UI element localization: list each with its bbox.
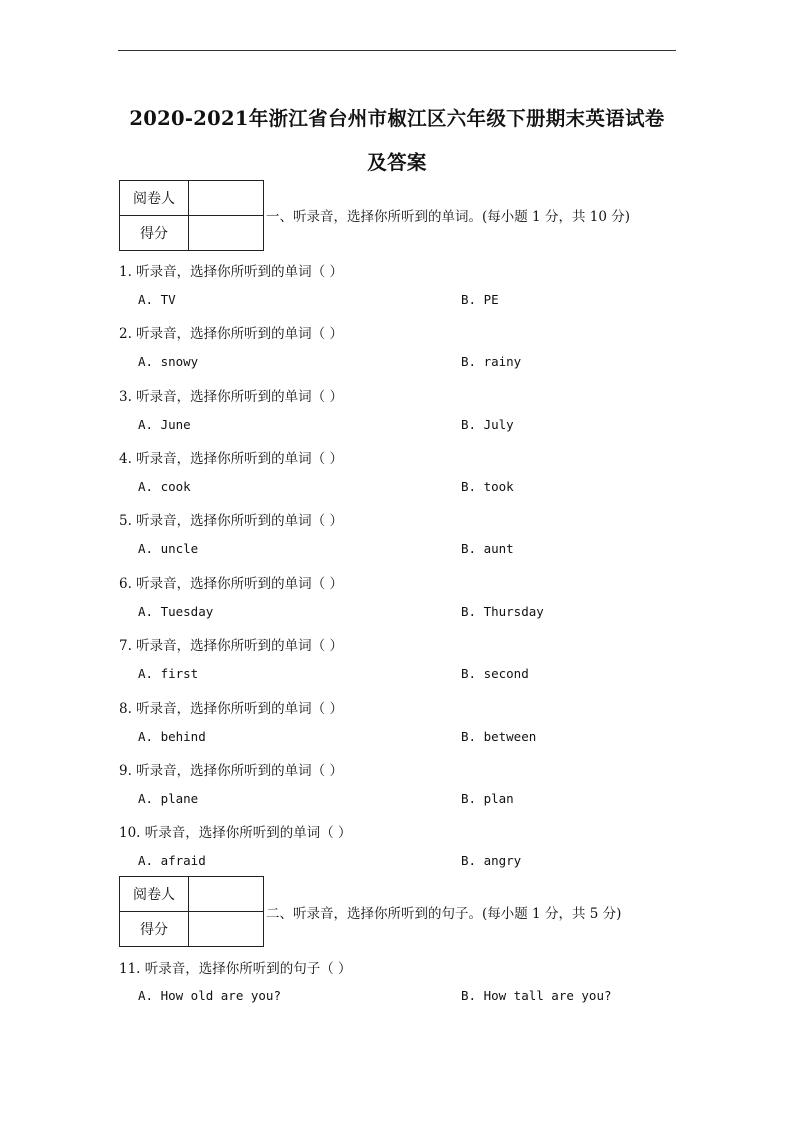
option-a: A. first — [138, 666, 199, 681]
header-rule — [118, 50, 676, 51]
score-box — [119, 876, 264, 947]
reviewer-cell — [189, 877, 264, 912]
option-a: A. TV — [138, 292, 176, 307]
option-b: B. between — [461, 729, 537, 744]
section-heading: 二、听录音，选择你所听到的句子。(每小题 1 分，共 5 分) — [266, 906, 622, 922]
option-a: A. Tuesday — [138, 604, 214, 619]
option-b: B. Thursday — [461, 604, 544, 619]
option-b: B. second — [461, 666, 529, 681]
option-a: A. uncle — [138, 541, 199, 556]
question-stem: 7. 听录音，选择你所听到的单词（ ） — [119, 638, 343, 654]
score-label: 得分 — [120, 216, 189, 251]
question-stem: 9. 听录音，选择你所听到的单词（ ） — [119, 763, 343, 779]
page-title: 2020-2021年浙江省台州市椒江区六年级下册期末英语试卷 — [129, 107, 665, 130]
option-b: B. PE — [461, 292, 499, 307]
question-stem: 8. 听录音，选择你所听到的单词（ ） — [119, 701, 343, 717]
option-a: A. snowy — [138, 354, 199, 369]
option-a: A. June — [138, 417, 191, 432]
option-a: A. cook — [138, 479, 191, 494]
reviewer-label: 阅卷人 — [120, 181, 189, 216]
score-box — [119, 180, 264, 251]
section-heading: 一、听录音，选择你所听到的单词。(每小题 1 分，共 10 分) — [266, 209, 630, 225]
option-a: A. plane — [138, 791, 199, 806]
score-cell — [189, 912, 264, 947]
question-stem: 11. 听录音，选择你所听到的句子（ ） — [119, 961, 352, 977]
option-a: A. behind — [138, 729, 206, 744]
page-title-continued: 及答案 — [367, 151, 427, 174]
option-b: B. How tall are you? — [461, 988, 612, 1003]
option-b: B. rainy — [461, 354, 522, 369]
reviewer-label: 阅卷人 — [120, 877, 189, 912]
question-stem: 10. 听录音，选择你所听到的单词（ ） — [119, 825, 352, 841]
question-stem: 3. 听录音，选择你所听到的单词（ ） — [119, 389, 343, 405]
option-b: B. July — [461, 417, 514, 432]
option-a: A. How old are you? — [138, 988, 281, 1003]
reviewer-cell — [189, 181, 264, 216]
score-cell — [189, 216, 264, 251]
option-b: B. plan — [461, 791, 514, 806]
question-stem: 4. 听录音，选择你所听到的单词（ ） — [119, 451, 343, 467]
question-stem: 5. 听录音，选择你所听到的单词（ ） — [119, 513, 343, 529]
option-b: B. took — [461, 479, 514, 494]
score-label: 得分 — [120, 912, 189, 947]
option-a: A. afraid — [138, 853, 206, 868]
question-stem: 1. 听录音，选择你所听到的单词（ ） — [119, 264, 343, 280]
question-stem: 2. 听录音，选择你所听到的单词（ ） — [119, 326, 343, 342]
question-stem: 6. 听录音，选择你所听到的单词（ ） — [119, 576, 343, 592]
option-b: B. angry — [461, 853, 522, 868]
option-b: B. aunt — [461, 541, 514, 556]
